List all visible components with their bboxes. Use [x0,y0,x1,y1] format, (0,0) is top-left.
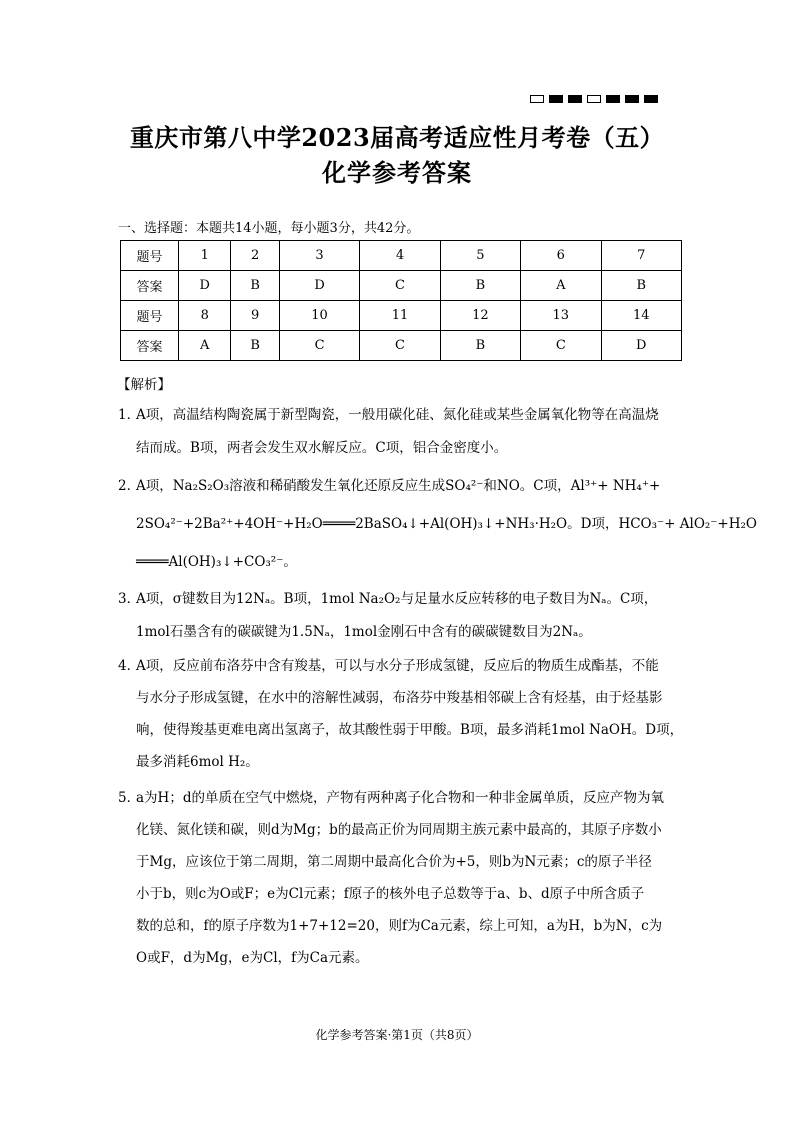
document-subtitle: 化学参考答案 [322,158,472,187]
section-heading: 一、选择题：本题共14小题，每小题3分，共42分。 [118,221,420,236]
analysis-heading: 【解析】 [117,377,171,393]
barcode-marks [530,95,658,103]
table-cell: 2 [231,241,279,271]
table-cell: A [179,331,231,361]
item-text-line: 1mol石墨含有的碳碳键为1.5Nₐ，1mol金刚石中含有的碳碳键数目为2Nₐ。 [136,624,592,640]
item-text-line: 小于b，则c为O或F；e为Cl元素；f原子的核外电子总数等于a、b、d原子中所含质子 [136,886,645,902]
table-cell: C [360,271,440,301]
item-text-line: A项，反应前布洛芬中含有羧基，可以与水分子形成氢键，反应后的物质生成酯基，不能 [136,658,659,674]
code-mark-empty [587,95,601,103]
table-cell: C [521,331,601,361]
table-row [121,241,682,271]
table-cell: B [231,271,279,301]
table-row [121,331,682,361]
answer-table [120,240,682,361]
item-text-line: ════Al(OH)₃↓+CO₃²⁻。 [136,554,297,570]
table-cell: C [279,331,359,361]
table-cell: B [440,271,520,301]
table-cell: C [360,331,440,361]
item-text-line: 最多消耗6mol H₂。 [136,754,259,770]
row-label: 答案 [121,271,179,301]
item-text-line: O或F，d为Mg，e为Cl，f为Ca元素。 [136,950,369,966]
item-number: 4． [118,658,141,674]
table-cell: 12 [440,301,520,331]
table-row [121,301,682,331]
table-cell: D [601,331,681,361]
item-text-line: A项，高温结构陶瓷属于新型陶瓷，一般用碳化硅、氮化硅或某些金属氧化物等在高温烧 [136,407,659,423]
table-cell: 9 [231,301,279,331]
table-cell: B [231,331,279,361]
document-title: 重庆市第八中学2023届高考适应性月考卷（五） [129,123,665,152]
table-cell: D [279,271,359,301]
item-text-line: 结而成。B项，两者会发生双水解反应。C项，铝合金密度小。 [136,440,508,456]
table-cell: 14 [601,301,681,331]
table-cell: 1 [179,241,231,271]
item-text-line: 2SO₄²⁻+2Ba²⁺+4OH⁻+H₂O════2BaSO₄↓+Al(OH)₃↓+NH₃·H₂O。D项，HCO₃⁻+ AlO₂⁻+H₂O [136,516,757,532]
item-text-line: 与水分子形成氢键，在水中的溶解性减弱，布洛芬中羧基相邻碳上含有烃基，由于烃基影 [136,690,663,706]
code-mark-filled [644,95,658,103]
table-cell: D [179,271,231,301]
table-cell: 3 [279,241,359,271]
item-text-line: A项，σ键数目为12Nₐ。B项，1mol Na₂O₂与足量水反应转移的电子数目为Nₐ。C项， [136,591,658,607]
code-mark-filled [606,95,620,103]
item-number: 2． [118,478,141,494]
row-label: 题号 [121,241,179,271]
code-mark-filled [625,95,639,103]
item-number: 3． [118,591,141,607]
code-mark-filled [568,95,582,103]
item-text-line: 数的总和，f的原子序数为1+7+12=20，则f为Ca元素，综上可知，a为H，b为N，c为 [136,918,663,934]
table-cell: 11 [360,301,440,331]
table-cell: 13 [521,301,601,331]
page-footer: 化学参考答案·第1页（共8页） [315,1028,479,1042]
item-text-line: 于Mg，应该位于第二周期，第二周期中最高化合价为+5，则b为N元素；c的原子半径 [136,854,652,870]
table-cell: A [521,271,601,301]
table-cell: 10 [279,301,359,331]
row-label: 答案 [121,331,179,361]
table-cell: 7 [601,241,681,271]
item-text-line: 化镁、氮化镁和碳，则d为Mg；b的最高正价为同周期主族元素中最高的，其原子序数小 [136,822,662,838]
item-text-line: a为H；d的单质在空气中燃烧，产物有两种离子化合物和一种非金属单质，反应产物为氧 [136,790,664,806]
table-cell: 8 [179,301,231,331]
item-number: 1． [118,407,141,423]
table-cell: B [601,271,681,301]
code-mark-empty [530,95,544,103]
table-row [121,271,682,301]
item-text-line: 响，使得羧基更难电离出氢离子，故其酸性弱于甲酸。B项，最多消耗1mol NaOH。D项， [136,722,684,738]
item-number: 5． [118,790,141,806]
table-cell: 5 [440,241,520,271]
item-text-line: A项，Na₂S₂O₃溶液和稀硝酸发生氧化还原反应生成SO₄²⁻和NO。C项，Al³⁺+ NH₄⁺+ [136,478,661,494]
row-label: 题号 [121,301,179,331]
table-cell: 6 [521,241,601,271]
table-cell: B [440,331,520,361]
table-cell: 4 [360,241,440,271]
code-mark-filled [549,95,563,103]
